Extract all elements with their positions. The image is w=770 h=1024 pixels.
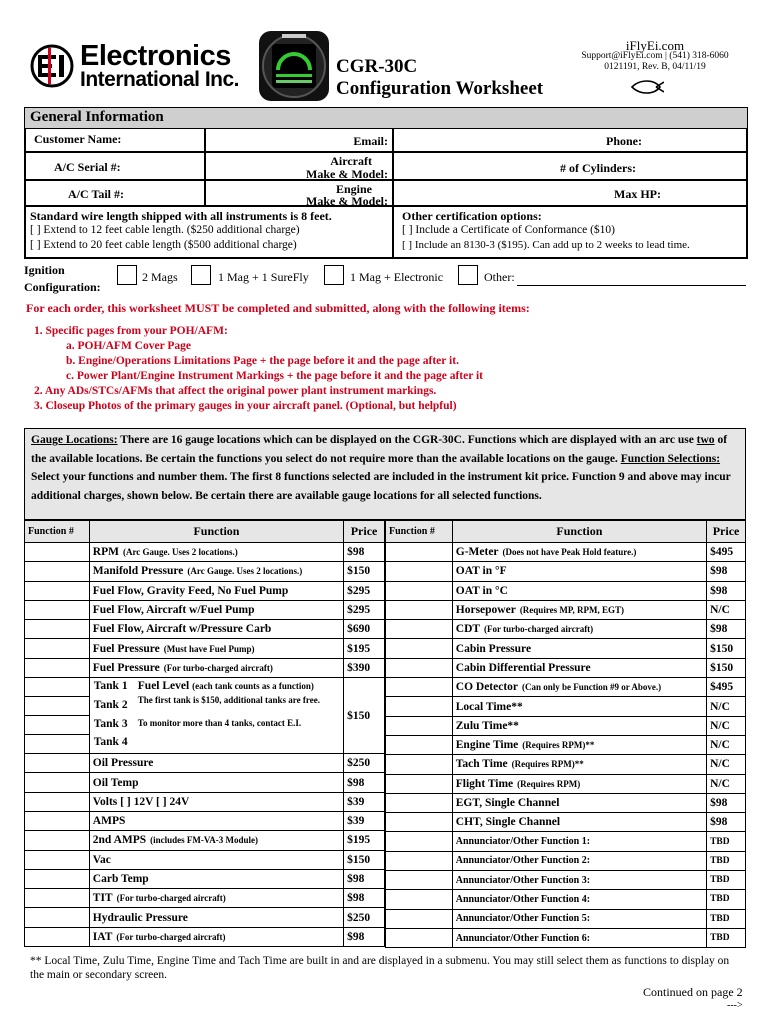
ignition-other-checkbox[interactable]: [458, 265, 478, 285]
function-name-cell: [89, 543, 343, 562]
contact-line: Support@iFlyEi.com | (541) 318-6060: [581, 51, 729, 61]
tank-price-note: The first tank is $150, additional tanks are free.: [137, 695, 320, 706]
table-row: [386, 832, 746, 851]
function-number-cell[interactable]: [25, 658, 90, 677]
function-name-cell: [452, 716, 706, 735]
function-number-cell[interactable]: [25, 908, 90, 927]
price-cell: $98: [707, 562, 746, 581]
function-name: Hydraulic Pressure: [92, 911, 188, 924]
function-note: (For turbo-charged aircraft): [163, 662, 273, 673]
header-contact: [560, 40, 750, 73]
table-row: [386, 813, 746, 832]
col-function: Function: [89, 521, 343, 543]
function-name-cell: [452, 639, 706, 658]
max-hp-field[interactable]: Max HP:: [393, 180, 747, 206]
function-name: Annunciator/Other Function 4:: [455, 893, 591, 905]
price-cell: N/C: [707, 697, 746, 716]
function-name: Annunciator/Other Function 1:: [455, 836, 591, 848]
function-name: RPM: [92, 546, 119, 559]
function-name: TIT: [92, 892, 113, 905]
certification-box: Other certification options: [ ] Include a Certificate of Conformance ($10) [ ] Include an 8130-3 ($195). Can add up to 2 weeks to lead time.: [393, 206, 747, 258]
col-function: Function: [452, 521, 706, 543]
price-cell: $495: [707, 678, 746, 697]
function-name: Flight Time: [455, 777, 514, 790]
function-name-cell: [89, 581, 343, 600]
table-row: [386, 871, 746, 890]
price-cell: $150: [707, 658, 746, 677]
function-name-cell: [89, 831, 343, 850]
function-number-cell[interactable]: [25, 773, 90, 792]
function-number-cell[interactable]: [386, 928, 453, 947]
function-name-cell: [452, 620, 706, 639]
function-name-cell: [452, 581, 706, 600]
price-cell: TBD: [707, 890, 746, 909]
table-row: [25, 869, 385, 888]
function-number-cell[interactable]: [25, 639, 90, 658]
price-cell: $150: [344, 562, 385, 581]
fish-icon: [630, 80, 664, 94]
function-note: (Arc Gauge. Uses 2 locations.): [122, 547, 238, 558]
list-item: 2. Any ADs/STCs/AFMs that affect the original power plant instrument markings.: [34, 385, 437, 397]
function-number-cell[interactable]: [386, 600, 453, 619]
function-name-cell: [452, 600, 706, 619]
function-note: (Requires MP, RPM, EGT): [519, 605, 625, 616]
instrument-image: [258, 30, 330, 102]
col-price: Price: [344, 521, 385, 543]
price-cell: TBD: [707, 909, 746, 928]
function-name: CDT: [455, 623, 481, 636]
function-name-cell: [89, 850, 343, 869]
function-name: Horsepower: [455, 604, 516, 617]
function-number-cell[interactable]: [386, 813, 453, 832]
function-number-cell[interactable]: [25, 850, 90, 869]
function-name: Vac: [92, 853, 111, 866]
function-name: OAT in °C: [455, 584, 508, 597]
site-name: iFlyEi.com: [625, 38, 685, 53]
table-row: [386, 851, 746, 870]
function-name: Oil Pressure: [92, 757, 154, 770]
function-number-cell[interactable]: [386, 658, 453, 677]
function-name: 2nd AMPS: [92, 834, 147, 847]
ignition-2mags-checkbox[interactable]: [117, 265, 137, 285]
function-note: (For turbo-charged aircraft): [116, 931, 226, 942]
price-cell: $98: [344, 543, 385, 562]
table-row: [25, 831, 385, 850]
function-number-cell[interactable]: [386, 851, 453, 870]
col-function-number: Function #: [25, 521, 90, 543]
function-name: Volts [ ] 12V [ ] 24V: [92, 795, 190, 808]
function-name: OAT in °F: [455, 565, 507, 578]
function-name-cell: [452, 543, 706, 562]
function-note: (Requires RPM): [517, 778, 581, 789]
function-name: Manifold Pressure: [92, 565, 184, 578]
function-number-cell[interactable]: [386, 697, 453, 716]
tank-price-cell: $150: [344, 678, 385, 754]
price-cell: $295: [344, 581, 385, 600]
function-note: (Can only be Function #9 or Above.): [522, 682, 662, 693]
price-cell: $195: [344, 639, 385, 658]
function-number-cell[interactable]: [25, 620, 90, 639]
function-number-cell[interactable]: [386, 735, 453, 754]
function-name: Cabin Differential Pressure: [455, 661, 591, 674]
logo-line2: International Inc.: [80, 68, 240, 91]
function-name: Annunciator/Other Function 2:: [455, 855, 591, 867]
function-number-cell[interactable]: [386, 832, 453, 851]
function-name: IAT: [92, 930, 113, 943]
function-name-cell: [89, 927, 343, 946]
function-name: Fuel Pressure: [92, 642, 160, 655]
price-cell: N/C: [707, 716, 746, 735]
function-name-cell: [452, 697, 706, 716]
required-items-list: [34, 324, 483, 414]
function-name-cell: [452, 890, 706, 909]
price-cell: $98: [344, 773, 385, 792]
table-row: [386, 697, 746, 716]
table-row: [386, 639, 746, 658]
table-row: [25, 811, 385, 830]
price-cell: $98: [344, 869, 385, 888]
table-row: [386, 620, 746, 639]
function-name-cell: [89, 869, 343, 888]
function-name: Fuel Flow, Aircraft w/Pressure Carb: [92, 623, 272, 636]
col-function-number: Function #: [386, 521, 453, 543]
ignition-surefly-checkbox[interactable]: [191, 265, 211, 285]
table-row: [386, 928, 746, 947]
function-name: Tach Time: [455, 758, 508, 771]
list-item: b. Engine/Operations Limitations Page + the page before it and the page after it.: [66, 355, 459, 367]
function-name: Oil Temp: [92, 776, 139, 789]
price-cell: $98: [707, 793, 746, 812]
function-number-cell[interactable]: [25, 831, 90, 850]
price-cell: $98: [707, 581, 746, 600]
table-row: [386, 543, 746, 562]
function-name: Fuel Flow, Gravity Feed, No Fuel Pump: [92, 584, 289, 597]
table-row: [386, 581, 746, 600]
table-row: [25, 908, 385, 927]
price-cell: $98: [707, 620, 746, 639]
function-name: Local Time**: [455, 700, 523, 713]
function-number-cell[interactable]: [386, 581, 453, 600]
general-info-header: General Information: [24, 107, 748, 129]
price-cell: $98: [707, 813, 746, 832]
function-name: Carb Temp: [92, 873, 149, 885]
function-table-right: [385, 520, 746, 948]
table-row: [386, 562, 746, 581]
tank-4-label: Tank 4: [93, 736, 128, 749]
cert-option-8130[interactable]: [ ] Include an 8130-3 ($195). Can add up to 2 weeks to lead time.: [402, 239, 690, 251]
price-cell: TBD: [707, 832, 746, 851]
function-name-cell: [452, 658, 706, 677]
cert-option-conformance[interactable]: [ ] Include a Certificate of Conformance ($10): [402, 224, 615, 236]
function-name: CO Detector: [455, 681, 519, 694]
tank-contact-note: To monitor more than 4 tanks, contact E.I.: [137, 718, 302, 729]
table-row: [25, 754, 385, 773]
function-name-cell: [89, 773, 343, 792]
phone-field[interactable]: Phone:: [393, 128, 747, 152]
function-name-cell: [452, 678, 706, 697]
revision-line: 0121191, Rev. B, 04/11/19: [604, 62, 706, 72]
page-title: CGR-30C Configuration Worksheet: [336, 56, 544, 99]
table-row: [386, 678, 746, 697]
function-note: (For turbo-charged aircraft): [484, 624, 594, 635]
table-row: [386, 755, 746, 774]
ignition-surefly-label: 1 Mag + 1 SureFly: [218, 270, 309, 284]
function-number-cell[interactable]: [386, 620, 453, 639]
wire-option-20ft[interactable]: [ ] Extend to 20 feet cable length ($500 additional charge): [30, 239, 297, 251]
function-name-cell: [452, 871, 706, 890]
function-number-cell[interactable]: [25, 869, 90, 888]
price-cell: $250: [344, 908, 385, 927]
price-cell: $98: [344, 927, 385, 946]
table-row: [25, 620, 385, 639]
function-name: Cabin Pressure: [455, 642, 532, 655]
function-name: Annunciator/Other Function 3:: [455, 874, 591, 886]
aircraft-make-field[interactable]: Aircraft Make & Model:: [205, 152, 393, 180]
table-row: [25, 927, 385, 946]
table-row: [25, 543, 385, 562]
function-number-cell[interactable]: [386, 716, 453, 735]
price-cell: $195: [344, 831, 385, 850]
tank-row: [25, 678, 385, 754]
ignition-other-line[interactable]: [517, 285, 746, 286]
function-name-cell: [452, 909, 706, 928]
function-name-cell: [452, 851, 706, 870]
price-cell: TBD: [707, 851, 746, 870]
function-number-cell[interactable]: [386, 871, 453, 890]
function-note: (Must have Fuel Pump): [163, 643, 255, 654]
arrow-icon: --->: [727, 1000, 743, 1011]
ei-logo-icon: [30, 44, 74, 88]
price-cell: $150: [344, 850, 385, 869]
price-cell: $295: [344, 600, 385, 619]
function-table-left: [24, 520, 385, 947]
function-name-cell: [452, 755, 706, 774]
ignition-label: Ignition Configuration:: [24, 263, 101, 294]
function-number-cell[interactable]: [386, 774, 453, 793]
function-number-cell[interactable]: [25, 543, 90, 562]
price-cell: $98: [344, 889, 385, 908]
function-note: (Arc Gauge. Uses 2 locations.): [187, 566, 303, 577]
function-name: Annunciator/Other Function 5:: [455, 913, 591, 925]
function-name: Annunciator/Other Function 6:: [455, 932, 591, 944]
function-number-cell[interactable]: [25, 811, 90, 830]
price-cell: TBD: [707, 871, 746, 890]
list-item: c. Power Plant/Engine Instrument Markings + the page before it and the page after it: [66, 370, 484, 382]
price-cell: $150: [707, 639, 746, 658]
table-row: [386, 774, 746, 793]
function-number-cell[interactable]: [25, 889, 90, 908]
function-name-cell: [89, 754, 343, 773]
cylinders-field[interactable]: # of Cylinders:: [393, 152, 747, 180]
function-number-cell[interactable]: [25, 927, 90, 946]
table-row: [386, 600, 746, 619]
price-cell: N/C: [707, 600, 746, 619]
order-requirement-note: For each order, this worksheet MUST be completed and submitted, along with the following items:: [26, 301, 530, 315]
function-name: Engine Time: [455, 739, 519, 752]
function-name-cell: [452, 793, 706, 812]
function-number-cell[interactable]: [25, 600, 90, 619]
list-item: a. POH/AFM Cover Page: [66, 340, 191, 352]
table-row: [25, 600, 385, 619]
tank-3-label: Tank 3: [93, 718, 128, 731]
function-name: Fuel Flow, Aircraft w/Fuel Pump: [92, 604, 255, 617]
ignition-electronic-label: 1 Mag + Electronic: [350, 270, 444, 284]
function-name-cell: [452, 774, 706, 793]
function-name-cell: [89, 889, 343, 908]
price-cell: $495: [707, 543, 746, 562]
continued-note: Continued on page 2 --->: [643, 985, 743, 1011]
table-row: [25, 792, 385, 811]
table-row: [386, 793, 746, 812]
function-number-cell[interactable]: [386, 793, 453, 812]
function-number-cell[interactable]: [386, 562, 453, 581]
table-row: [25, 889, 385, 908]
table-row: [25, 562, 385, 581]
ac-tail-field[interactable]: A/C Tail #:: [25, 180, 205, 206]
table-row: [386, 890, 746, 909]
footnote: ** Local Time, Zulu Time, Engine Time and Tach Time are built in and are displayed in a submenu. You may still select them as functions to display on the main or secondary screen.: [30, 955, 730, 981]
ignition-other-label: Other:: [484, 270, 515, 284]
function-number-cell[interactable]: [386, 543, 453, 562]
table-row: [25, 581, 385, 600]
function-number-cell[interactable]: [386, 890, 453, 909]
function-number-cell[interactable]: [386, 755, 453, 774]
list-item: 3. Closeup Photos of the primary gauges in your aircraft panel. (Optional, but helpful): [34, 400, 457, 412]
fuel-level-label: Fuel Level (each tank counts as a function): [137, 680, 314, 693]
table-row: [25, 773, 385, 792]
function-name: AMPS: [92, 815, 126, 828]
price-cell: $250: [344, 754, 385, 773]
function-note: (For turbo-charged aircraft): [116, 893, 226, 904]
wire-option-12ft[interactable]: [ ] Extend to 12 feet cable length. ($250 additional charge): [30, 224, 300, 236]
function-name-cell: [452, 813, 706, 832]
function-name-cell: [89, 562, 343, 581]
ignition-electronic-checkbox[interactable]: [324, 265, 344, 285]
table-row: [386, 735, 746, 754]
function-name-cell: [452, 562, 706, 581]
table-row: [386, 909, 746, 928]
col-price: Price: [707, 521, 746, 543]
gauge-locations-box: Gauge Locations: There are 16 gauge locations which can be displayed on the CGR-30C. Functions which are displayed with an arc use two of the available locations. Be certain the functions you select do not require more than the available locations on the gauge. Function Selections: Select your functions and number them. The first 8 functions selected are included in the instrument kit price. Function 9 and above may incur additional charges, shown below. Be certain there are available gauge locations for all selected functions.: [24, 428, 746, 520]
price-cell: $39: [344, 792, 385, 811]
price-cell: N/C: [707, 755, 746, 774]
function-name-cell: [89, 908, 343, 927]
function-name: Fuel Pressure: [92, 661, 160, 674]
function-name: Zulu Time**: [455, 719, 519, 732]
function-number-cell[interactable]: [386, 909, 453, 928]
general-info-box: [24, 128, 748, 259]
function-name-cell: [452, 928, 706, 947]
function-name-cell: [89, 658, 343, 677]
function-number-cell[interactable]: [25, 581, 90, 600]
function-name: EGT, Single Channel: [455, 797, 560, 809]
function-name-cell: [89, 639, 343, 658]
email-field[interactable]: Email:: [205, 128, 393, 152]
tank-2-label: Tank 2: [93, 699, 128, 712]
table-row: [25, 658, 385, 677]
function-number-cell[interactable]: [386, 678, 453, 697]
price-cell: N/C: [707, 774, 746, 793]
ignition-2mags-label: 2 Mags: [142, 270, 178, 284]
customer-name-field[interactable]: Customer Name:: [25, 128, 205, 152]
function-note: (Requires RPM)**: [522, 740, 595, 751]
function-name-cell: [89, 620, 343, 639]
function-number-cell[interactable]: [25, 562, 90, 581]
function-name-cell: [452, 832, 706, 851]
price-cell: $390: [344, 658, 385, 677]
ac-serial-field[interactable]: A/C Serial #:: [25, 152, 205, 180]
function-note: (includes FM-VA-3 Module): [150, 835, 258, 846]
function-number-cell[interactable]: [386, 639, 453, 658]
price-cell: $690: [344, 620, 385, 639]
logo-line1: Electronics: [80, 40, 231, 72]
function-name-cell: [89, 600, 343, 619]
function-name-cell: [452, 735, 706, 754]
tank-function-number-cell[interactable]: [25, 678, 90, 754]
engine-make-field[interactable]: Engine Make & Model:: [205, 180, 393, 206]
function-number-cell[interactable]: [25, 792, 90, 811]
function-note: (Requires RPM)**: [511, 759, 584, 770]
price-cell: $39: [344, 811, 385, 830]
function-note: (Does not have Peak Hold feature.): [502, 547, 637, 558]
tank-1-label: Tank 1: [93, 680, 128, 693]
function-number-cell[interactable]: [25, 754, 90, 773]
price-cell: N/C: [707, 735, 746, 754]
function-name: G-Meter: [455, 546, 499, 559]
function-name-cell: [89, 811, 343, 830]
price-cell: TBD: [707, 928, 746, 947]
table-row: [386, 658, 746, 677]
function-name-cell: [89, 792, 343, 811]
table-row: [25, 850, 385, 869]
wire-length-box: Standard wire length shipped with all instruments is 8 feet. [ ] Extend to 12 feet cable length. ($250 additional charge) [ ] Extend to 20 feet cable length ($500 additional charge): [25, 206, 393, 258]
table-row: [25, 639, 385, 658]
table-row: [386, 716, 746, 735]
list-item: 1. Specific pages from your POH/AFM:: [34, 325, 228, 337]
function-name: CHT, Single Channel: [455, 816, 561, 829]
tank-function-cell: [89, 678, 343, 754]
